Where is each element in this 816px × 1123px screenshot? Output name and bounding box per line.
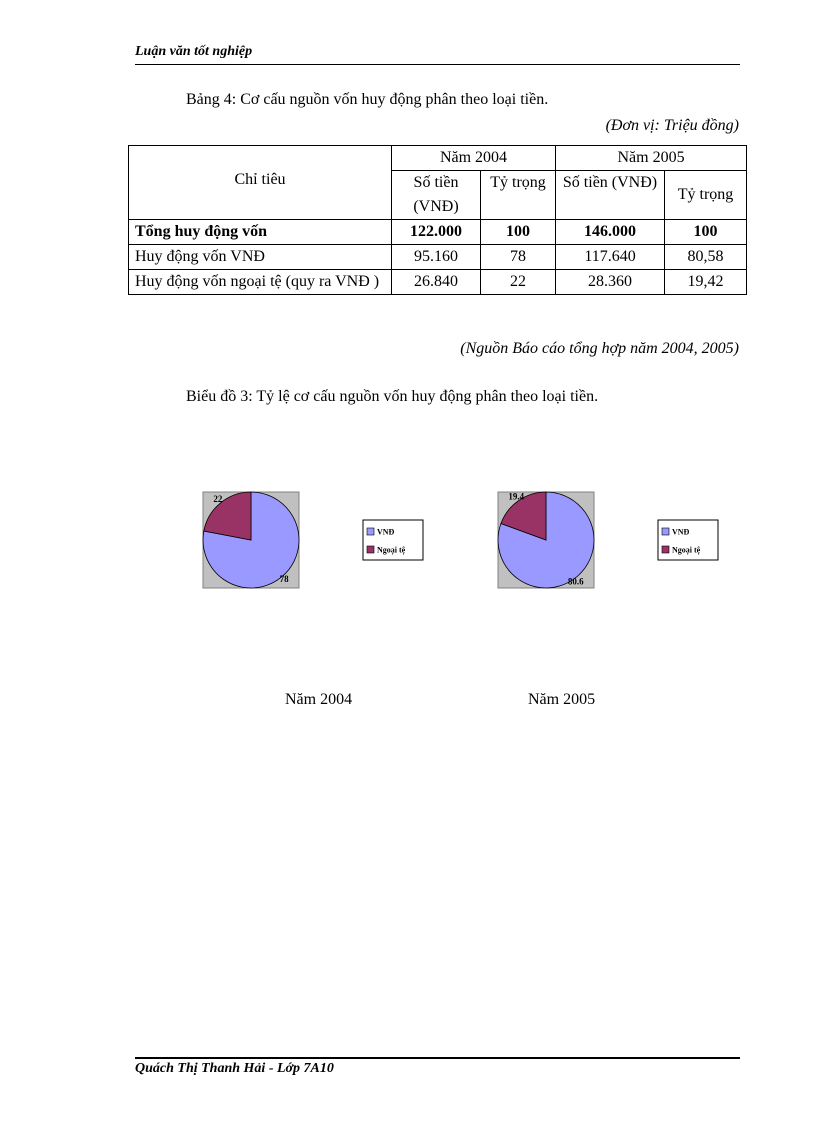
cell-amount-2004: 122.000 bbox=[392, 220, 481, 245]
cell-ratio-2004: 100 bbox=[481, 220, 556, 245]
cell-ratio-2005: 80,58 bbox=[665, 245, 747, 270]
row-label: Huy động vốn VNĐ bbox=[129, 245, 392, 270]
legend-swatch bbox=[662, 546, 669, 553]
legend bbox=[658, 520, 718, 560]
capital-structure-table bbox=[128, 145, 747, 295]
pie-chart-2004 bbox=[195, 478, 435, 598]
legend-swatch bbox=[367, 528, 374, 535]
cell-ratio-2004: 78 bbox=[481, 245, 556, 270]
legend-label: Ngoại tệ bbox=[672, 545, 701, 555]
cell-amount-2005: 28.360 bbox=[556, 270, 665, 295]
subheader-ratio-2005: Tỷ trọng bbox=[665, 171, 747, 220]
header-year-2005: Năm 2005 bbox=[556, 146, 747, 171]
running-header: Luận văn tốt nghiệp bbox=[135, 44, 253, 59]
pie-chart-2005 bbox=[490, 478, 730, 598]
header-year-2004: Năm 2004 bbox=[392, 146, 556, 171]
footer-rule bbox=[135, 1057, 740, 1059]
subheader-amount-2004: Số tiền (VNĐ) bbox=[392, 171, 481, 220]
chart-caption-2004: Năm 2004 bbox=[285, 691, 353, 708]
header-indicator: Chỉ tiêu bbox=[129, 146, 392, 220]
data-label: 80.6 bbox=[567, 576, 584, 587]
table-row bbox=[129, 270, 747, 295]
table-source: (Nguồn Báo cáo tổng hợp năm 2004, 2005) bbox=[460, 340, 739, 357]
table-header-row bbox=[129, 146, 747, 171]
legend-label: Ngoại tệ bbox=[377, 545, 406, 555]
running-footer: Quách Thị Thanh Hải - Lớp 7A10 bbox=[135, 1061, 334, 1076]
cell-amount-2005: 117.640 bbox=[556, 245, 665, 270]
chart-caption-2005: Năm 2005 bbox=[528, 691, 596, 708]
cell-amount-2004: 95.160 bbox=[392, 245, 481, 270]
row-label: Huy động vốn ngoại tệ (quy ra VNĐ ) bbox=[129, 270, 392, 295]
subheader-ratio-2004: Tỷ trọng bbox=[481, 171, 556, 220]
table-row bbox=[129, 245, 747, 270]
table-row bbox=[129, 220, 747, 245]
table-title: Bảng 4: Cơ cấu nguồn vốn huy động phân theo loại tiền. bbox=[186, 91, 549, 108]
cell-ratio-2005: 100 bbox=[665, 220, 747, 245]
legend-swatch bbox=[662, 528, 669, 535]
cell-amount-2004: 26.840 bbox=[392, 270, 481, 295]
data-label: 78 bbox=[279, 574, 289, 585]
subheader-amount-2005: Số tiền (VNĐ) bbox=[556, 171, 665, 220]
cell-ratio-2005: 19,42 bbox=[665, 270, 747, 295]
legend-label: VNĐ bbox=[377, 527, 395, 537]
legend-label: VNĐ bbox=[672, 527, 690, 537]
cell-ratio-2004: 22 bbox=[481, 270, 556, 295]
header-rule bbox=[135, 64, 740, 65]
row-label: Tổng huy động vốn bbox=[129, 220, 392, 245]
legend bbox=[363, 520, 423, 560]
legend-swatch bbox=[367, 546, 374, 553]
data-label: 19.4 bbox=[508, 491, 525, 502]
chart-title: Biểu đồ 3: Tỷ lệ cơ cấu nguồn vốn huy động phân theo loại tiền. bbox=[186, 388, 599, 405]
cell-amount-2005: 146.000 bbox=[556, 220, 665, 245]
table-unit: (Đơn vị: Triệu đồng) bbox=[605, 117, 739, 134]
data-label: 22 bbox=[213, 493, 223, 504]
